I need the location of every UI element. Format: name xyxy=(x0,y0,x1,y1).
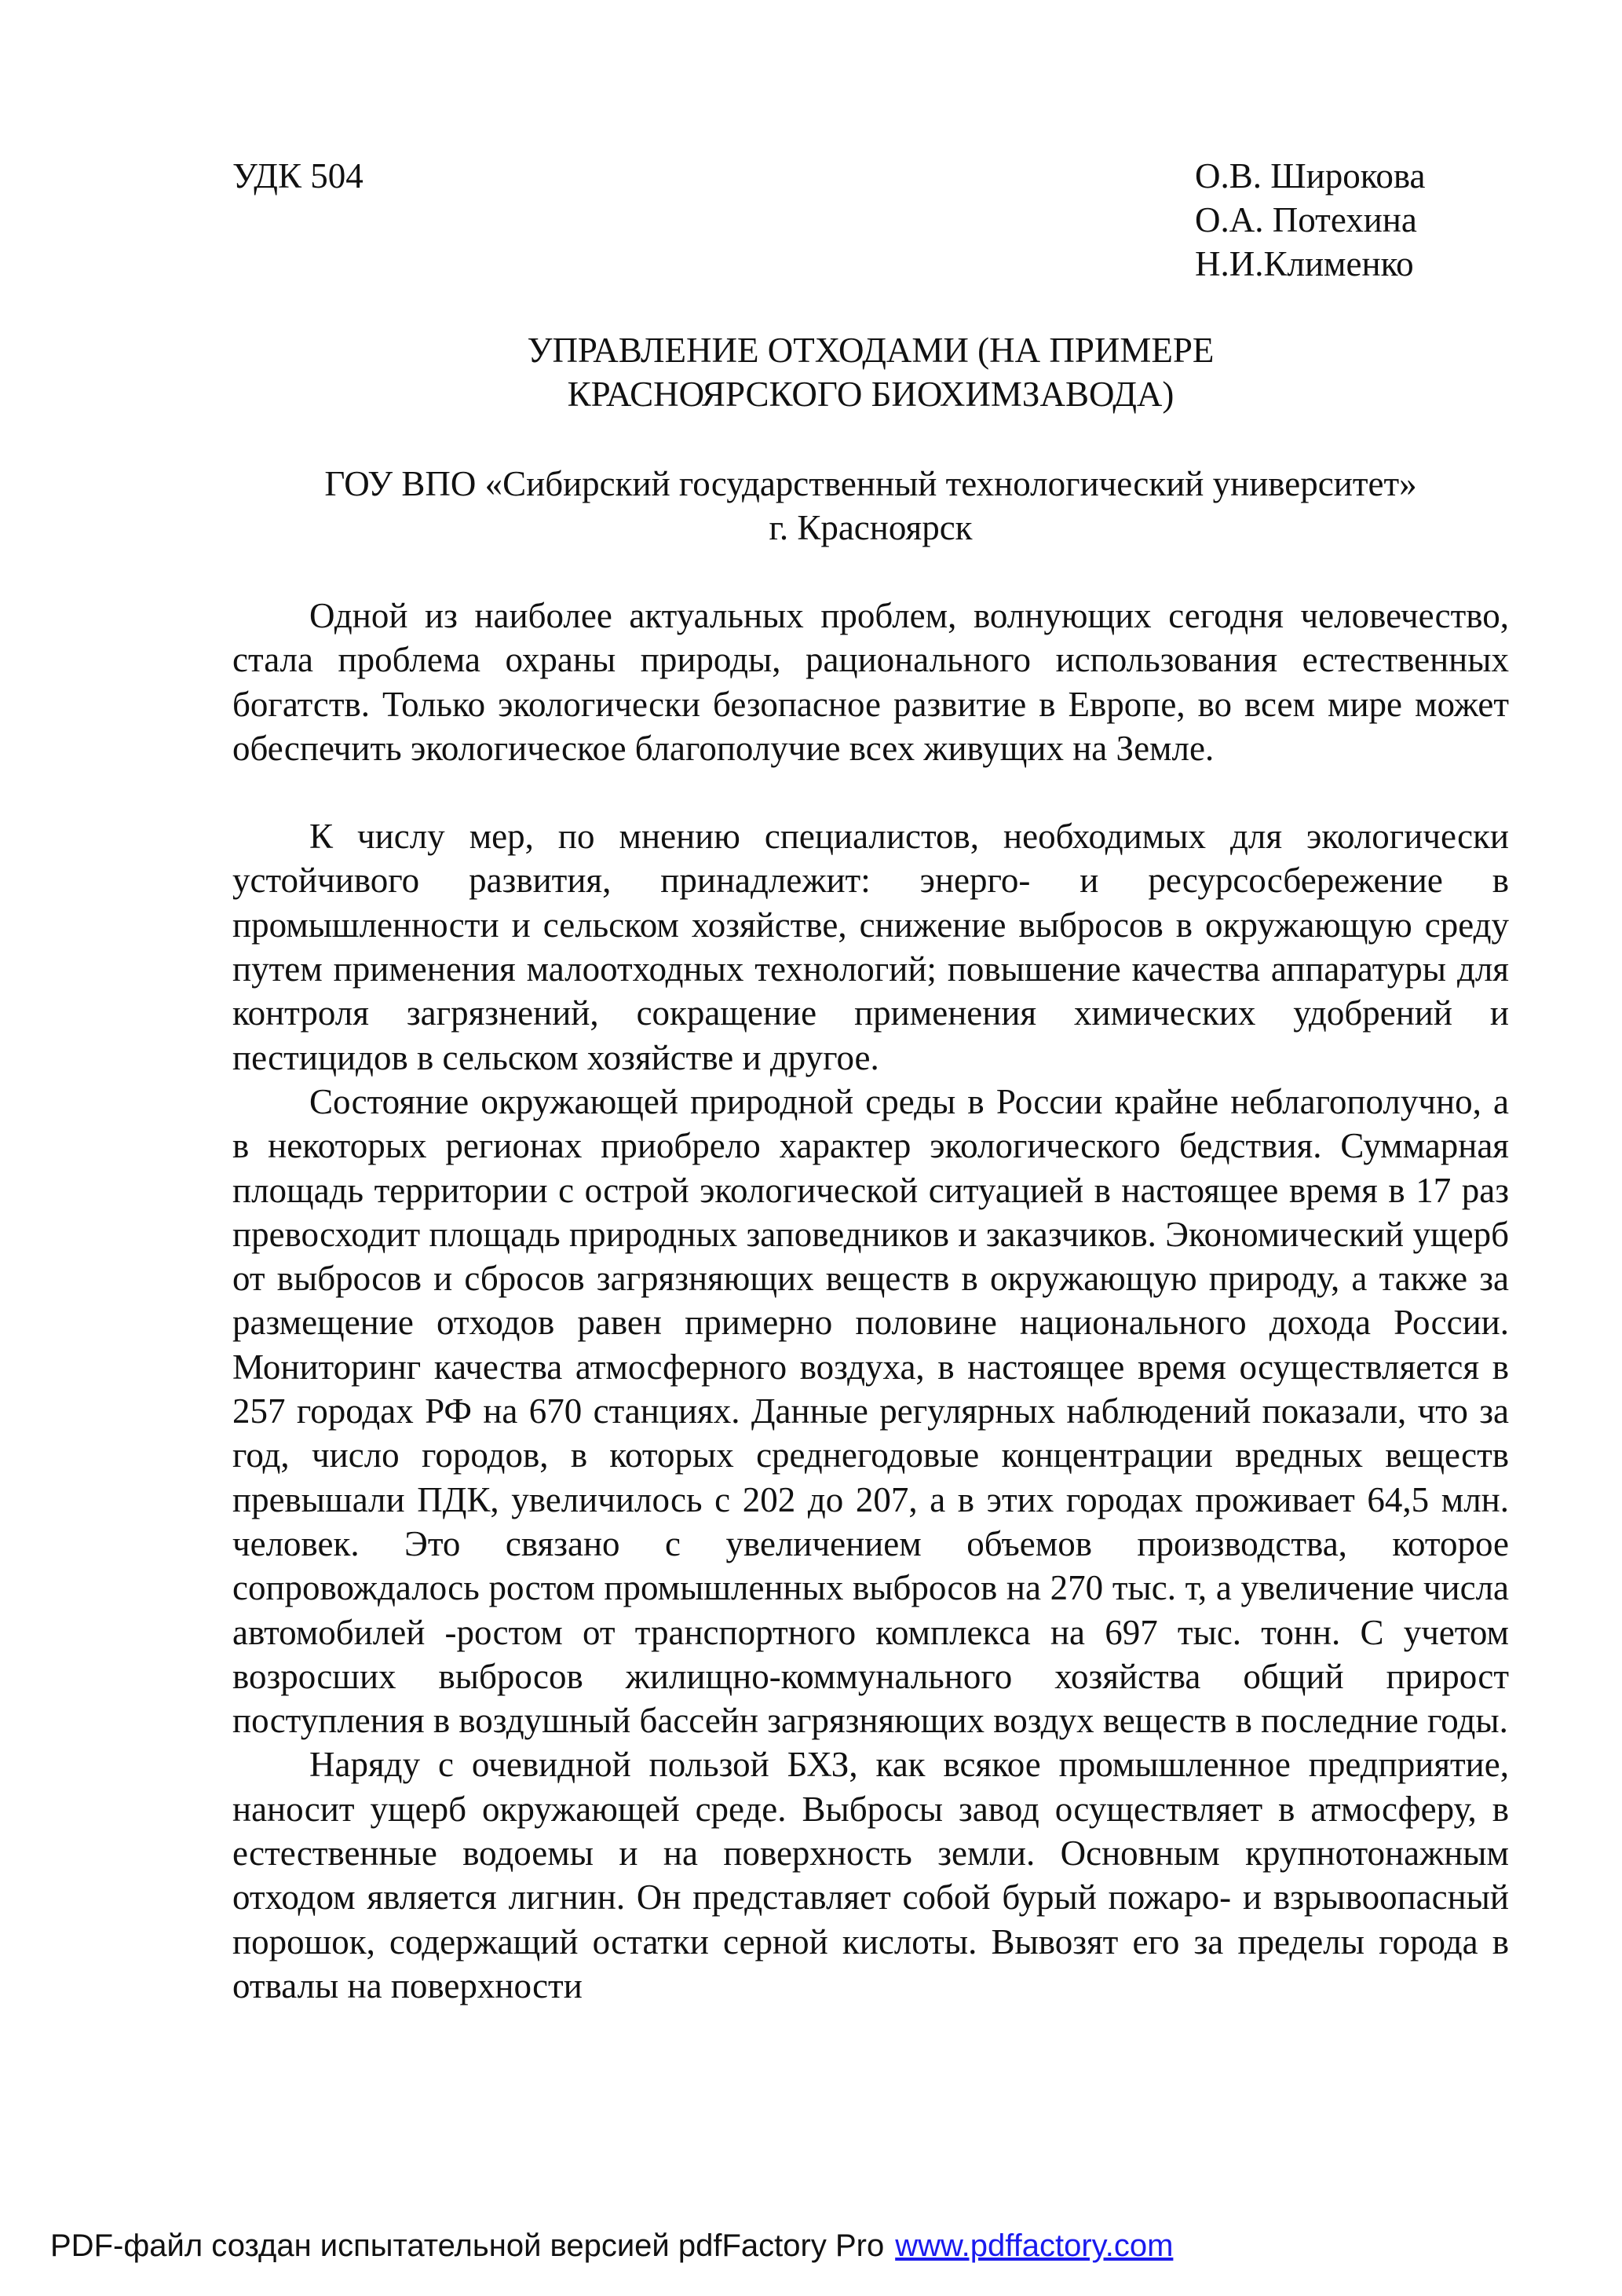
body-paragraph: Наряду с очевидной пользой БХЗ, как всякое промышленное предприятие, наносит ущерб окружающей среде. Выбросы завод осуществляет в атмосферу, в естественные водоемы и на поверхность земли. Основным крупнотонажным отходом является лигнин. Он представляет собой бурый пожаро- и взрывоопасный порошок, содержащий остатки серной кислоты. Вывозят его за пределы города в отвалы на поверхности xyxy=(232,1745,1509,2005)
author-name: О.В. Широкова xyxy=(1195,156,1426,196)
affiliation-city: г. Красноярск xyxy=(769,508,973,547)
pdf-watermark-footer xyxy=(50,2227,1173,2265)
article-title-line: КРАСНОЯРСКОГО БИОХИМЗАВОДА) xyxy=(567,375,1174,414)
body-paragraph: Состояние окружающей природной среды в России крайне неблагополучно, а в некоторых регионах приобрело характер экологического бедствия. Суммарная площадь территории с острой экологической ситуацией в настоящее время в 17 раз превосходит площадь природных заповедников и заказчиков. Экономический ущерб от выбросов и сбросов загрязняющих веществ в окружающую природу, а также за размещение отходов равен примерно половине национального дохода России. Мониторинг качества атмосферного воздуха, в настоящее время осуществляется в 257 городах РФ на 670 станциях. Данные регулярных наблюдений показали, что за год, число городов, в которых среднегодовые концентрации вредных веществ превышали ПДК, увеличилось с 202 до 207, а в этих городах проживает 64,5 млн. человек. Это связано с увеличением объемов производства, которое сопровождалось ростом промышленных выбросов на 270 тыс. т, а увеличение числа автомобилей -ростом от транспортного комплекса на 697 тыс. тонн. С учетом возросших выбросов жилищно-коммунального хозяйства общий прирост поступления в воздушный бассейн загрязняющих воздух веществ в последние годы. xyxy=(232,1081,1509,1741)
body-paragraph: Одной из наиболее актуальных проблем, волнующих сегодня человечество, стала проблема охраны природы, рационального использования естественных богатств. Только экологически безопасное развитие в Европе, во всем мире может обеспечить экологическое благополучие всех живущих на Земле. xyxy=(232,596,1509,768)
watermark-text: PDF-файл создан испытательной версией pdfFactory Pro xyxy=(50,2228,885,2263)
body-paragraph: К числу мер, по мнению специалистов, необходимых для экологически устойчивого развития, принадлежит: энерго- и ресурсосбережение в промышленности и сельском хозяйстве, снижение выбросов в окружающую среду путем применения малоотходных технологий; повышение качества аппаратуры для контроля загрязнений, сокращение применения химических удобрений и пестицидов в сельском хозяйстве и другое. xyxy=(232,817,1509,1077)
article-title-line: УПРАВЛЕНИЕ ОТХОДАМИ (НА ПРИМЕРЕ xyxy=(527,331,1215,370)
article-body xyxy=(232,594,1509,2008)
author-name: Н.И.Клименко xyxy=(1195,244,1414,283)
article-title xyxy=(232,328,1509,416)
pdffactory-link[interactable]: www.pdffactory.com xyxy=(895,2228,1174,2263)
affiliation xyxy=(232,462,1509,550)
author-name: О.А. Потехина xyxy=(1195,200,1417,239)
udk-code: УДК 504 xyxy=(232,156,363,196)
author-list xyxy=(1195,154,1425,286)
affiliation-organization: ГОУ ВПО «Сибирский государственный технологический университет» xyxy=(324,464,1417,503)
